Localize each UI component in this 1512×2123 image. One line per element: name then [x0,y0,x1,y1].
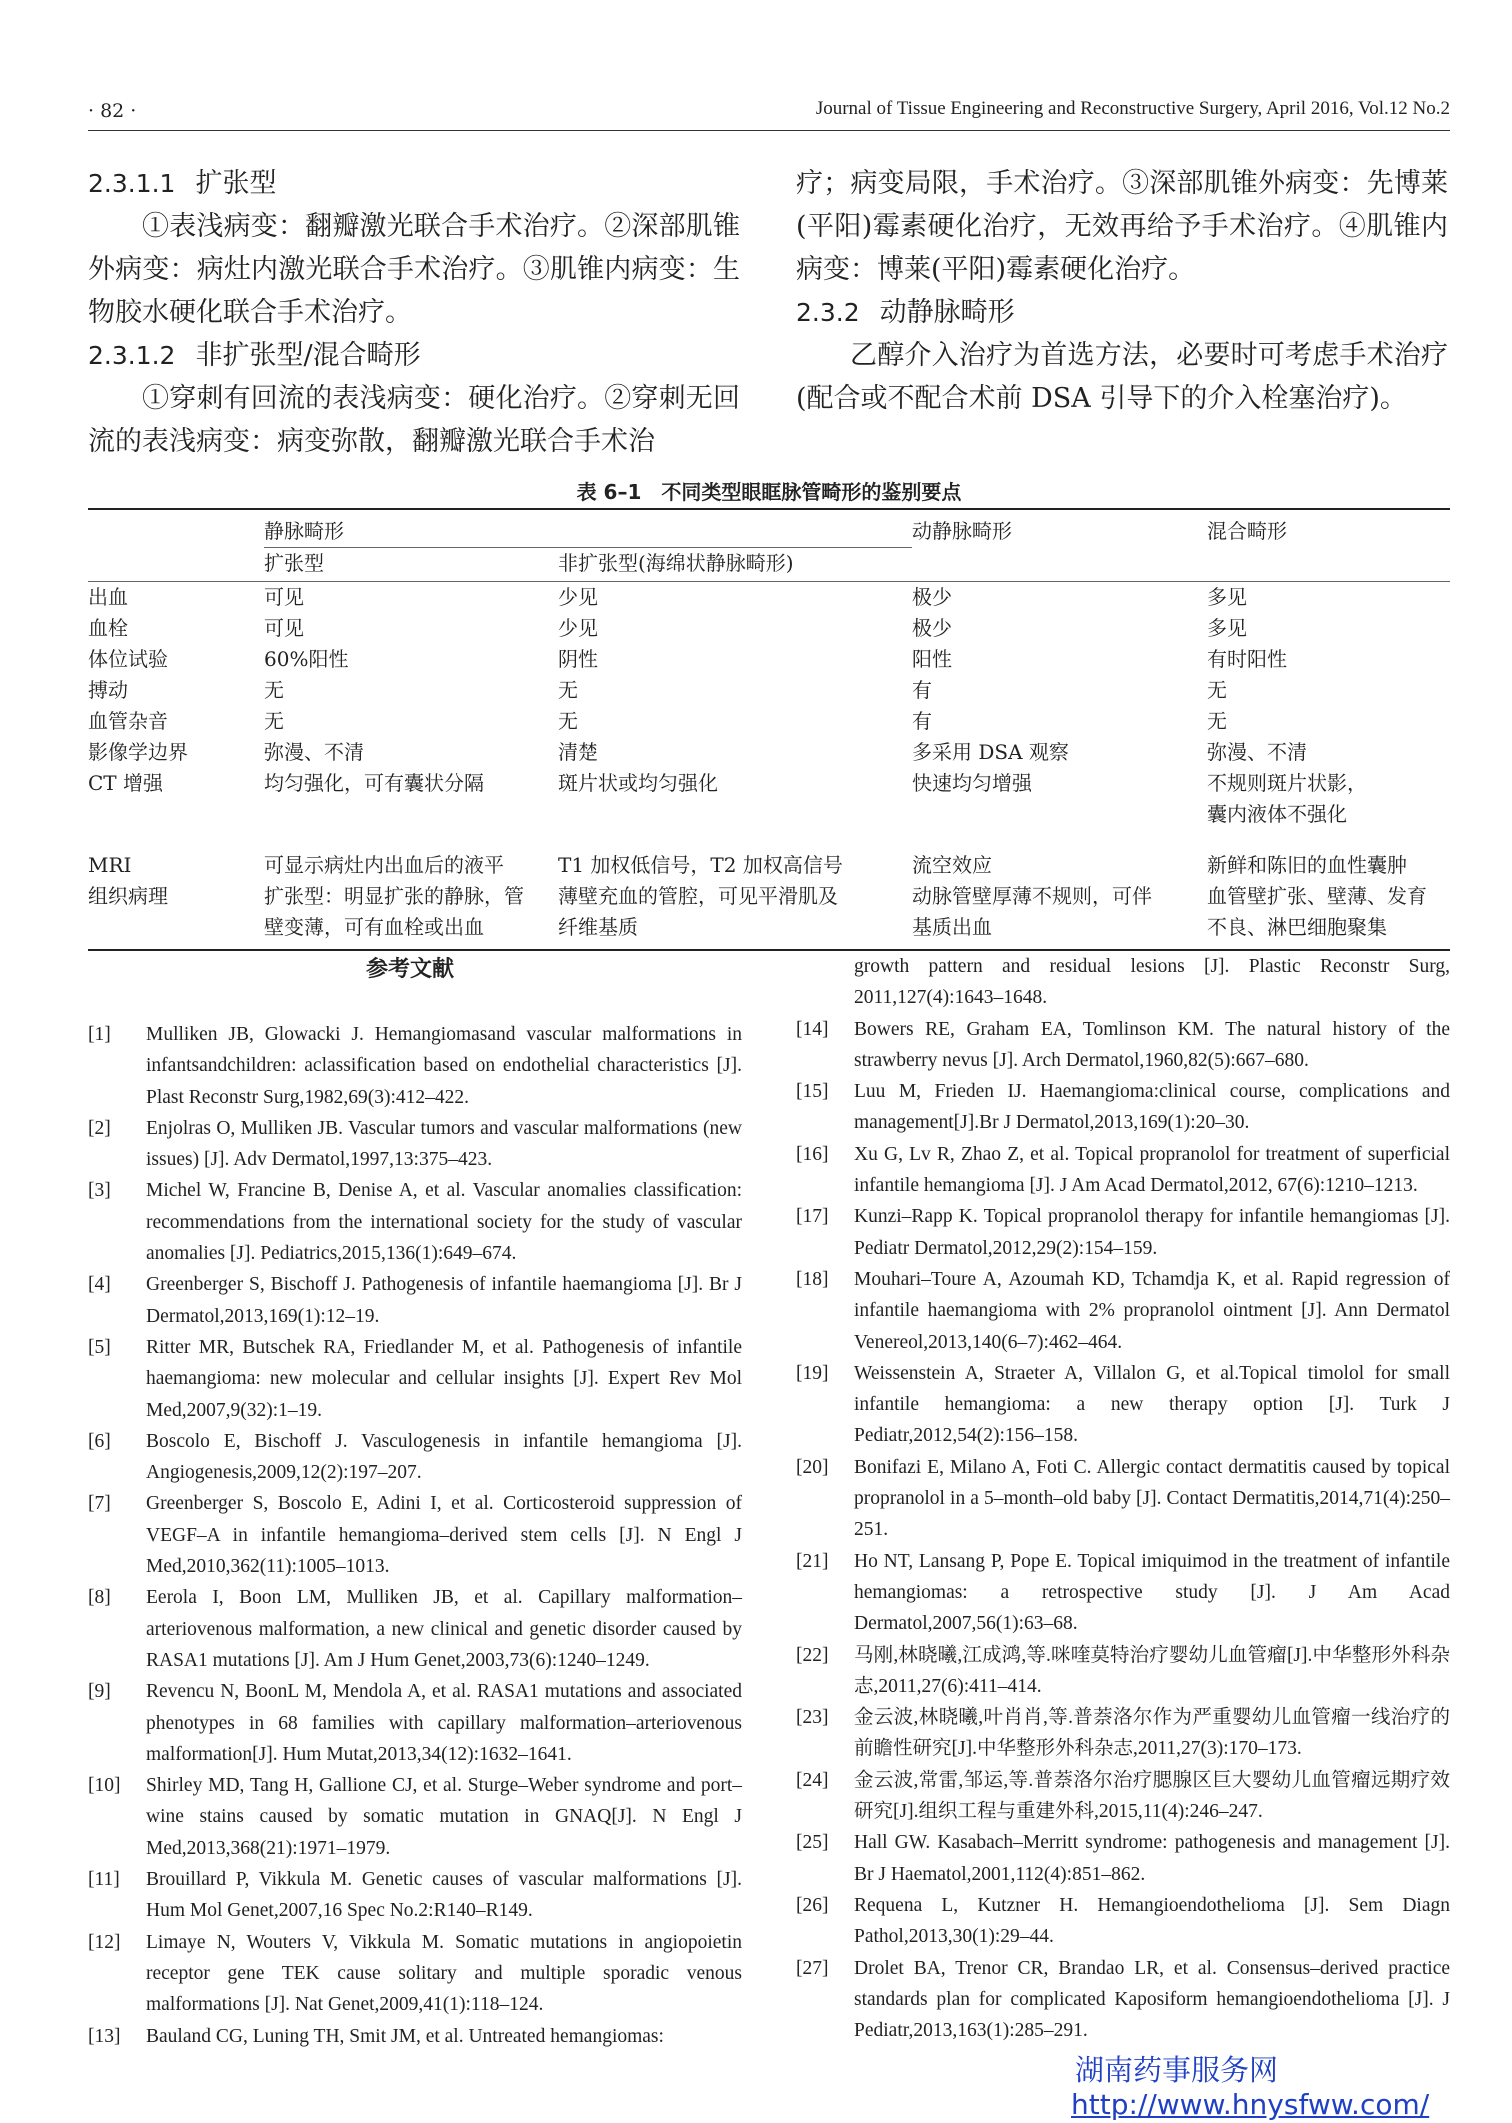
reference-number: [16] [796,1143,829,1165]
reference-text: Hall GW. Kasabach–Merritt syndrome: pathogenesis and management [J]. Br J Haematol,2001,112(4):851–862. [854,1832,1450,1885]
reference-text: Ritter MR, Butschek RA, Friedlander M, et al. Pathogenesis of infantile haemangioma: new molecular and cellular insights [J]. Expert Rev Mol Med,2007,9(32):1–19. [146,1336,742,1421]
paragraph: ①穿刺有回流的表浅病变：硬化治疗。②穿刺无回流的表浅病变：病变弥散，翻瓣激光联合手术治 [88,383,740,457]
table-cell: 可显示病灶内出血后的液平 [264,853,504,877]
journal-title: Journal of Tissue Engineering and Reconstructive Surgery, April 2016, Vol.12 No.2 [815,98,1450,119]
table-cell: 多采用 DSA 观察 [912,740,1069,764]
row-label: 搏动 [88,678,128,702]
reference-item [88,1019,742,1113]
reference-item [88,1676,742,1770]
reference-number: [22] [796,1644,829,1666]
reference-item [796,1452,1450,1546]
paragraph: 乙醇介入治疗为首选方法，必要时可考虑手术治疗(配合或不配合术前 DSA 引导下的介入栓塞治疗)。 [796,340,1448,414]
table-cell: 有时阳性 [1207,647,1287,671]
reference-continuation: growth pattern and residual lesions [J]. Plastic Reconstr Surg, 2011,127(4):1643–1648. [854,956,1450,1009]
reference-item [88,1582,742,1676]
reference-text: Bowers RE, Graham EA, Tomlinson KM. The natural history of the strawberry nevus [J]. Arch Dermatol,1960,82(5):667–680. [854,1018,1450,1071]
table-cell: 扩张型：明显扩张的静脉，管 [264,884,524,908]
table-cell: 流空效应 [912,853,992,877]
table-cell: 多见 [1207,585,1247,609]
reference-item [88,1770,742,1864]
header-arteriovenous: 动静脉畸形 [912,509,1207,548]
reference-number: [25] [796,1832,829,1854]
table-cell: 可见 [264,616,304,640]
reference-text: Mulliken JB, Glowacki J. Hemangiomasand vascular malformations in infantsandchildren: aclassification based on endothelial characteristics [J]. Plast Reconstr Surg,1982,69(3):412–422. [146,1024,742,1108]
table-cell: 血管壁扩张、壁薄、发育 [1207,884,1427,908]
table-cell: 基质出血 [912,912,1207,950]
reference-number: [15] [796,1081,829,1103]
header-venous: 静脉畸形 [264,509,912,548]
reference-item [88,1332,742,1426]
reference-number: [6] [88,1430,111,1452]
table-cell: 不良、淋巴细胞聚集 [1207,912,1450,950]
reference-text: Mouhari–Toure A, Azoumah KD, Tchamdja K, et al. Rapid regression of infantile haemangioma with 2% propranolol ointment [J]. Ann Dermatol Venereol,2013,140(6–7):462–464. [854,1268,1450,1353]
row-label: 出血 [88,585,128,609]
reference-number: [3] [88,1180,111,1202]
reference-number: [4] [88,1274,111,1296]
reference-item [796,1139,1450,1202]
reference-text: Michel W, Francine B, Denise A, et al. Vascular anomalies classification: recommendations from the international society for the study of vascular anomalies [J]. Pediatrics,2015,136(1):649–674. [146,1180,742,1265]
table-cell: 弥漫、不清 [1207,740,1307,764]
reference-item [88,1113,742,1176]
table-cell: 均匀强化，可有囊状分隔 [264,771,484,795]
table-cell: 无 [558,709,578,733]
table-header-row [88,509,1450,548]
table-row [88,912,1450,950]
reference-text: Shirley MD, Tang H, Gallione CJ, et al. Sturge–Weber syndrome and port–wine stains caused by somatic mutation in GNAQ[J]. N Engl J Med,2013,368(21):1971–1979. [146,1775,742,1859]
row-label: 血栓 [88,616,128,640]
reference-item [796,1702,1450,1765]
reference-number: [24] [796,1769,829,1791]
reference-number: [23] [796,1707,829,1729]
row-label: MRI [88,853,132,877]
reference-text: Greenberger S, Bischoff J. Pathogenesis of infantile haemangioma [J]. Br J Dermatol,2013,169(1):12–19. [146,1274,742,1327]
paragraph: 疗；病变局限，手术治疗。③深部肌锥外病变：先博莱(平阳)霉素硬化治疗，无效再给予手术治疗。④肌锥内病变：博莱(平阳)霉素硬化治疗。 [796,168,1448,285]
table-cell: 无 [264,678,284,702]
reference-text: 马刚,林晓曦,江成鸿,等.咪喹莫特治疗婴幼儿血管瘤[J].中华整形外科杂志,2011,27(6):411–414. [854,1644,1450,1697]
reference-item [88,1269,742,1332]
reference-number: [20] [796,1456,829,1478]
row-label: CT 增强 [88,771,163,795]
reference-number: [18] [796,1268,829,1290]
table-row [88,799,1450,830]
table-cell: 囊内液体不强化 [1207,802,1347,826]
table-cell: 极少 [912,616,952,640]
table-row [88,737,1450,768]
reference-number: [1] [88,1024,111,1045]
table-cell: 无 [1207,678,1227,702]
reference-item [796,1201,1450,1264]
row-label: 体位试验 [88,647,168,671]
table-row [88,706,1450,737]
reference-item [796,1014,1450,1077]
body-left-column [88,162,740,463]
table-row [88,830,1450,881]
section-heading: 2.3.2 动静脉畸形 [796,297,1015,328]
reference-item [796,1358,1450,1452]
reference-item [88,1927,742,2021]
reference-text: 金云波,常雷,邹运,等.普萘洛尔治疗腮腺区巨大婴幼儿血管瘤远期疗效研究[J].组织工程与重建外科,2015,11(4):246–247. [854,1769,1450,1823]
comparison-table [88,508,1450,951]
reference-text: Ho NT, Lansang P, Pope E. Topical imiquimod in the treatment of infantile hemangiomas: a retrospective study [J]. J Am Acad Dermatol,2007,56(1):63–68. [854,1550,1450,1635]
reference-text: Eerola I, Boon LM, Mulliken JB, et al. Capillary malformation–arteriovenous malformation, a new clinical and genetic disorder caused by RASA1 mutations [J]. Am J Hum Genet,2003,73(6):1240–1249. [146,1587,742,1671]
watermark-name: 湖南药事服务网 [1075,2053,1279,2087]
reference-item [88,1426,742,1489]
watermark [1071,2053,1430,2123]
table-cell: 无 [558,678,578,702]
table-cell: 有 [912,709,932,733]
reference-text: Brouillard P, Vikkula M. Genetic causes of vascular malformations [J]. Hum Mol Genet,2007,16 Spec No.2:R140–R149. [146,1869,742,1922]
reference-number: [17] [796,1206,829,1228]
table-cell: T1 加权低信号，T2 加权高信号 [558,853,843,877]
table-cell: 可见 [264,585,304,609]
table-cell: 斑片状或均匀强化 [558,771,718,795]
table-subheader-row [88,548,1450,582]
header-dilated: 扩张型 [264,548,558,582]
reference-number: [27] [796,1957,829,1979]
row-label: 影像学边界 [88,740,188,764]
reference-item [88,1488,742,1582]
reference-item [88,2021,742,2052]
reference-number: [14] [796,1018,829,1040]
table-cell: 快速均匀增强 [912,771,1032,795]
table-cell: 少见 [558,616,598,640]
table-cell: 无 [1207,709,1227,733]
table-row [88,768,1450,799]
table-cell [912,799,1207,830]
reference-item [88,1175,742,1269]
row-label [88,912,264,950]
table-cell [264,799,558,830]
table-cell: 纤维基质 [558,912,912,950]
table-row [88,881,1450,912]
reference-number: [12] [88,1931,121,1953]
table-cell: 不规则斑片状影， [1207,771,1367,795]
table-cell: 阴性 [558,647,598,671]
reference-text: Drolet BA, Trenor CR, Brandao LR, et al. Consensus–derived practice standards plan for complicated Kaposiform hemangioendothelioma [J]. J Pediatr,2013,163(1):285–291. [854,1957,1450,2042]
table-cell: 无 [264,709,284,733]
table-cell: 清楚 [558,740,598,764]
reference-number: [11] [88,1869,120,1891]
table-row [88,613,1450,644]
reference-text: Greenberger S, Boscolo E, Adini I, et al. Corticosteroid suppression of VEGF–A in infantile hemangioma–derived stem cells [J]. N Engl J Med,2010,362(11):1005–1013. [146,1493,742,1578]
reference-text: Revencu N, BoonL M, Mendola A, et al. RASA1 mutations and associated phenotypes in 68 families with capillary malformation–arteriovenous malformation[J]. Hum Mutat,2013,34(12):1632–1641. [146,1681,742,1765]
page-number: · 82 · [88,100,137,122]
reference-number: [7] [88,1493,111,1515]
reference-text: Bauland CG, Luning TH, Smit JM, et al. Untreated hemangiomas: [146,2025,664,2047]
reference-item [796,1765,1450,1828]
reference-number: [13] [88,2025,121,2047]
table-row [88,582,1450,614]
reference-text: Bonifazi E, Milano A, Foti C. Allergic contact dermatitis caused by topical propranolol in a 5–month–old baby [J]. Contact Dermatitis,2014,71(4):250–251. [854,1456,1450,1541]
reference-text: Weissenstein A, Straeter A, Villalon G, et al.Topical timolol for small infantile hemangioma: a new therapy option [J]. Turk J Pediatr,2012,54(2):156–158. [854,1362,1450,1447]
table-row [88,675,1450,706]
reference-number: [5] [88,1336,111,1358]
table-cell: 薄壁充血的管腔，可见平滑肌及 [558,884,838,908]
row-label [88,799,264,830]
reference-text: 金云波,林晓曦,叶肖肖,等.普萘洛尔作为严重婴幼儿血管瘤一线治疗的前瞻性研究[J].中华整形外科杂志,2011,27(3):170–173. [854,1707,1450,1760]
table-cell: 新鲜和陈旧的血性囊肿 [1207,853,1407,877]
reference-number: [26] [796,1894,829,1916]
table-cell: 60%阳性 [264,647,349,671]
table-cell [558,799,912,830]
section-heading: 2.3.1.1 扩张型 [88,168,277,199]
reference-number: [21] [796,1550,829,1572]
reference-number: [9] [88,1681,111,1703]
reference-item [796,1546,1450,1640]
table-cell: 动脉管壁厚薄不规则，可伴 [912,884,1152,908]
reference-item [796,1264,1450,1358]
header-mixed: 混合畸形 [1207,509,1450,548]
reference-text: Limaye N, Wouters V, Vikkula M. Somatic mutations in angiopoietin receptor gene TEK cause solitary and multiple sporadic venous malformations [J]. Nat Genet,2009,41(1):118–124. [146,1931,742,2016]
reference-item [796,1890,1450,1953]
reference-text: Requena L, Kutzner H. Hemangioendothelioma [J]. Sem Diagn Pathol,2013,30(1):29–44. [854,1894,1450,1948]
section-heading: 2.3.1.2 非扩张型/混合畸形 [88,340,421,371]
reference-number: [8] [88,1587,111,1609]
reference-text: Xu G, Lv R, Zhao Z, et al. Topical propranolol for treatment of superficial infantile hemangioma [J]. J Am Acad Dermatol,2012, 67(6):1210–1213. [854,1143,1450,1197]
row-label: 组织病理 [88,884,168,908]
reference-text: Luu M, Frieden IJ. Haemangioma:clinical course, complications and management[J].Br J Dermatol,2013,169(1):20–30. [854,1081,1450,1134]
table-caption: 表 6–1 不同类型眼眶脉管畸形的鉴别要点 [576,480,962,504]
table-row [88,644,1450,675]
row-label: 血管杂音 [88,709,168,733]
reference-item [796,1640,1450,1703]
table-cell: 弥漫、不清 [264,740,364,764]
reference-text: Enjolras O, Mulliken JB. Vascular tumors and vascular malformations (new issues) [J]. Adv Dermatol,1997,13:375–423. [146,1117,742,1171]
running-header [88,96,1450,131]
reference-text: Boscolo E, Bischoff J. Vasculogenesis in infantile hemangioma [J]. Angiogenesis,2009,12(2):197–207. [146,1430,742,1484]
table-cell: 有 [912,678,932,702]
reference-item [796,1076,1450,1139]
reference-item [88,1864,742,1927]
reference-number: [2] [88,1117,111,1139]
reference-text: Kunzi–Rapp K. Topical propranolol therapy for infantile hemangiomas [J]. Pediatr Dermatol,2012,29(2):154–159. [854,1206,1450,1259]
table-cell: 壁变薄，可有血栓或出血 [264,912,558,950]
reference-number: [19] [796,1362,829,1384]
paragraph: ①表浅病变：翻瓣激光联合手术治疗。②深部肌锥外病变：病灶内激光联合手术治疗。③肌锥内病变：生物胶水硬化联合手术治疗。 [88,211,740,328]
table-cell: 多见 [1207,616,1247,640]
body-right-column [796,162,1448,420]
watermark-url[interactable]: http://www.hnysfww.com/ [1071,2088,1430,2121]
header-nondilated: 非扩张型(海绵状静脉畸形) [558,548,912,582]
reference-item [796,1827,1450,1890]
references-right [796,951,1450,2046]
references-left [88,1019,742,2052]
references-heading: 参考文献 [366,957,455,982]
table-cell: 极少 [912,585,952,609]
table-cell: 阳性 [912,647,952,671]
table-cell: 少见 [558,585,598,609]
reference-item [796,1953,1450,2047]
reference-number: [10] [88,1775,121,1797]
